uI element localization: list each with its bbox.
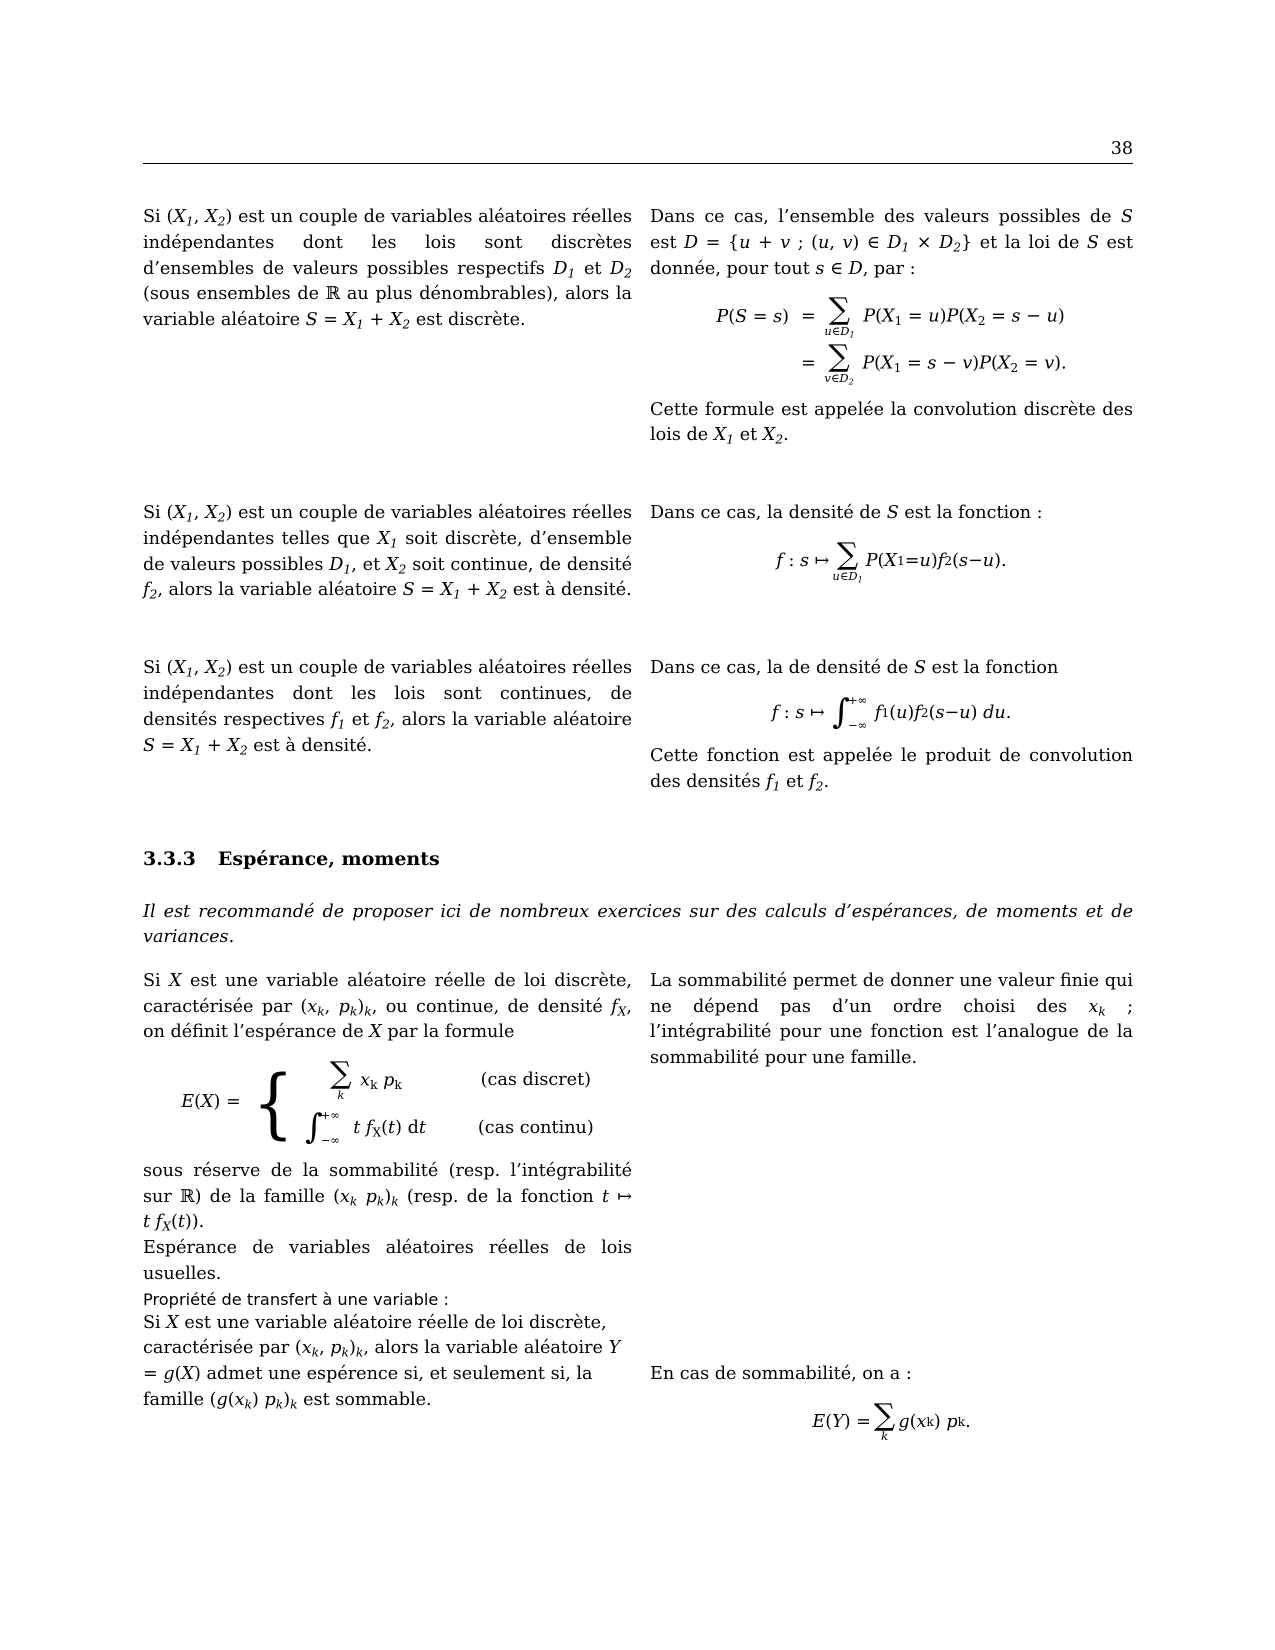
block-1-equation	[650, 292, 1133, 386]
page-number: 38	[1110, 139, 1133, 159]
block-1-eq-row2: = ∑ $v\in D_2$ $P(X_1 = s - v)P(X_2 = v)$.	[801, 338, 1067, 386]
block-4-left-after: sous réserve de la sommabilité (resp. l’intégrabilité sur ℝ) de la famille ($x_k$ $p_k)_k$ (resp. de la fonction t ↦ t $f_X(t)$).	[143, 1160, 632, 1234]
block-3-left-column	[143, 656, 632, 795]
summation-icon: ∑ $u\in D_1$	[832, 536, 863, 584]
block-1	[143, 205, 1133, 449]
summation-icon: ∑ k	[873, 1397, 896, 1444]
section-note: Il est recommandé de proposer ici de nombreux exercices sur des calculs d’espérances, de moments et de variances.	[143, 901, 1133, 948]
left-brace-icon: {	[252, 1057, 294, 1147]
block-3-left-paragraph: Si ($X_1$, $X_2$) est un couple de variables aléatoires réelles indépendantes dont les lois sont continues, de densités respectives $f_1$ et $f_2$, alors la variable aléatoire $S = X_1 + X_2$ est à densité.	[143, 658, 633, 757]
block-4-left-line2: Espérance de variables aléatoires réelles de lois usuelles.	[143, 1238, 632, 1284]
block-spacer-3	[143, 796, 1133, 848]
block-1-right-outro: Cette formule est appelée la convolution discrète des lois de $X_1$ et $X_2$.	[650, 399, 1133, 447]
block-1-right-intro: Dans ce cas, l’ensemble des valeurs possibles de S est D = {u + v ; (u, v) ∈ $D_1 \times D_2$} et la loi de S est donnée, pour tout s ∈ D, par :	[650, 207, 1134, 279]
integral-icon: ∫ +∞ −∞	[832, 692, 868, 733]
section-spacer	[143, 870, 1133, 900]
column-gutter-3	[632, 656, 650, 795]
block-4-case-continuous-expr: ∫ +∞ −∞ t $f_X(t)$ dt	[305, 1107, 426, 1148]
block-1-left-column	[143, 205, 632, 449]
block-1-eq-row1: = ∑ $u\in D_1$ $P(X_1 = u)P(X_2 = s - u)$	[801, 292, 1065, 340]
block-3-right-column	[650, 656, 1133, 795]
block-5-right-intro: En cas de sommabilité, on a :	[650, 1363, 912, 1384]
block-4-right-column	[650, 969, 1133, 1456]
block-4-eq-lhs: E(X) =	[181, 1092, 241, 1113]
block-spacer-1	[143, 449, 1133, 501]
summation-icon: ∑ $u\in D_1$	[824, 292, 855, 340]
block-4-right-paragraph: La sommabilité permet de donner une valeur finie qui ne dépend pas d’un ordre choisi des $x_k$ ; l’intégrabilité pour une fonction est l’analogue de la sommabilité pour une famille.	[650, 970, 1133, 1069]
right-column-spacer	[650, 1072, 1133, 1362]
header-rule	[143, 163, 1133, 164]
page-header	[143, 140, 1133, 164]
block-4	[143, 969, 1133, 1456]
section-heading	[143, 848, 1133, 870]
summation-icon: ∑ k	[330, 1056, 352, 1102]
block-2-left-column	[143, 501, 632, 604]
block-2-equation: f : s ↦ ∑ $u\in D_1$ P ( X 1 = u ) f 2 ( s − u ).	[776, 536, 1007, 584]
block-4-left-intro: Si X est une variable aléatoire réelle de loi discrète, caractérisée par ($x_k$, $p_k)_k$, ou continue, de densité $f_X$, on définit l’espérance de X par la formule	[143, 970, 633, 1043]
block-4-case-continuous-label: (cas continu)	[477, 1117, 594, 1138]
block-4-left-column	[143, 969, 632, 1456]
block-1-right-column	[650, 205, 1133, 449]
block-3	[143, 656, 1133, 795]
column-gutter-2	[632, 501, 650, 604]
block-3-equation: f : s ↦ ∫ +∞ −∞ f 1 ( u ) f 2 ( s − u ) du .	[771, 692, 1012, 733]
block-5-left-body: Si X est une variable aléatoire réelle de loi discrète, caractérisée par ($x_k$, $p_k)_k$, alors la variable aléatoire Y = g(X) admet une espérence si, et seulement si, la famille ($g(x_k)$ $p_k)_k$ est sommable.	[143, 1312, 621, 1412]
section-number: 3.3.3	[143, 847, 196, 870]
block-2-right-intro: Dans ce cas, la densité de S est la fonction :	[650, 503, 1043, 524]
block-2	[143, 501, 1133, 604]
integral-icon: ∫ +∞ −∞	[305, 1107, 340, 1148]
block-1-eq-lhs: P(S = s)	[716, 306, 790, 327]
summation-icon: ∑ $v\in D_2$	[824, 338, 854, 386]
block-5-equation: E ( Y ) = ∑ k g ( x k ) p k .	[812, 1397, 971, 1444]
block-3-right-intro: Dans ce cas, la de densité de S est la fonction	[650, 658, 1059, 679]
column-gutter-4	[632, 969, 650, 1456]
block-5-left-heading: Propriété de transfert à une variable :	[143, 1289, 449, 1309]
block-spacer-2	[143, 604, 1133, 656]
block-4-case-discrete-label: (cas discret)	[480, 1070, 591, 1091]
section-title: Espérance, moments	[217, 847, 440, 870]
block-4-case-discrete-expr: ∑ k $x_k$ $p_k$	[330, 1056, 402, 1102]
note-spacer	[143, 951, 1133, 969]
block-1-left-paragraph: Si ($X_1$, $X_2$) est un couple de variables aléatoires réelles indépendantes dont les lois sont discrètes d’ensembles de valeurs possibles respectifs $D_1$ et $D_2$ (sous ensembles de ℝ au plus dénombrables), alors la variable aléatoire $S = X_1 + X_2$ est discrète.	[143, 207, 633, 332]
block-4-cases-equation	[143, 1056, 632, 1148]
block-3-right-outro: Cette fonction est appelée le produit de convolution des densités $f_1$ et $f_2$.	[650, 745, 1133, 794]
block-2-right-column	[650, 501, 1133, 604]
column-gutter-1	[632, 205, 650, 449]
page-content	[143, 205, 1133, 1456]
block-2-left-paragraph: Si ($X_1$, $X_2$) est un couple de variables aléatoires réelles indépendantes telles que $X_1$ soit discrète, d’ensemble de valeurs possibles $D_1$, et $X_2$ soit continue, de densité $f_2$, alors la variable aléatoire $S = X_1 + X_2$ est à densité.	[143, 503, 633, 602]
